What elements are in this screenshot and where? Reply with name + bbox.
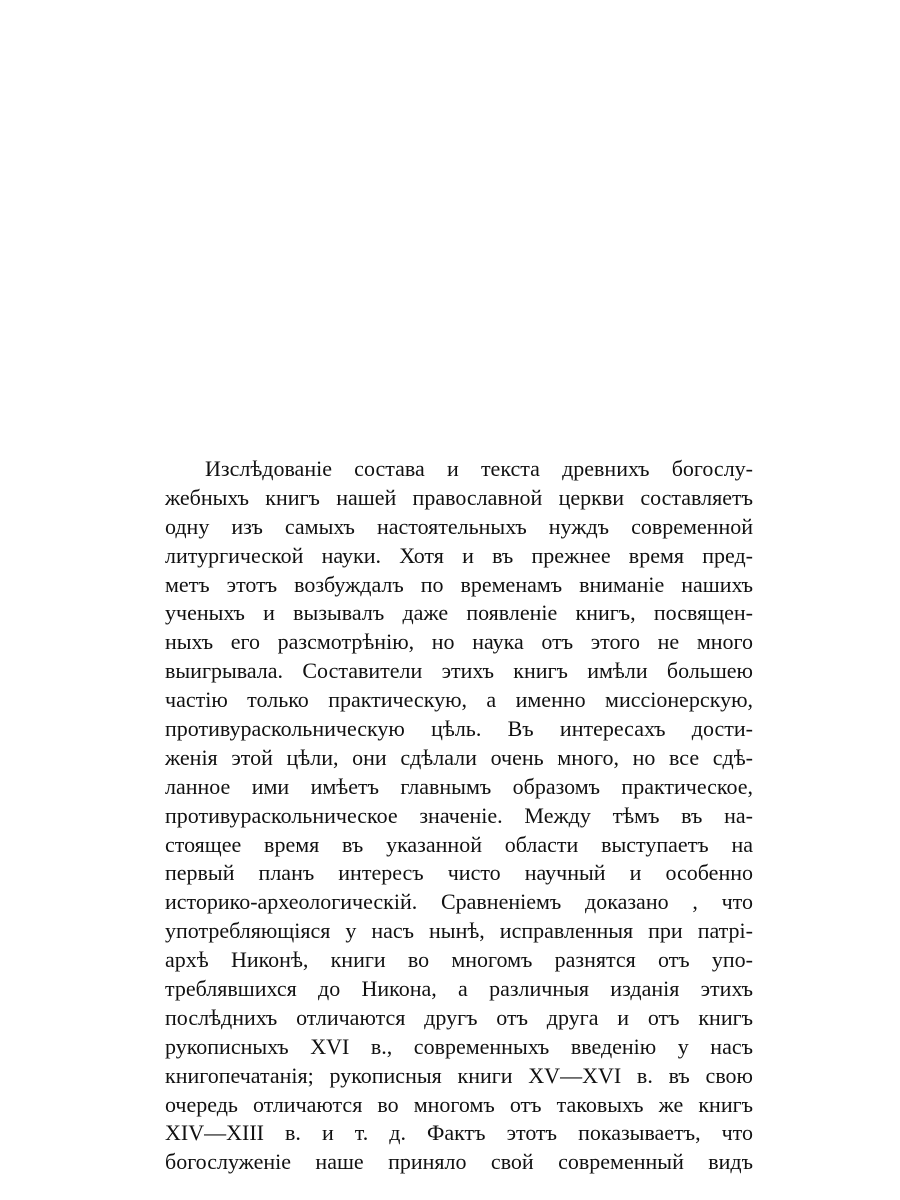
text-line: ныхъ его разсмотрѣнію, но наука отъ этого не много [165, 629, 753, 655]
text-line: употребляющіяся у насъ нынѣ, исправленныя при патрі- [165, 918, 753, 944]
text-line: ученыхъ и вызывалъ даже появленіе книгъ, посвящен- [165, 600, 753, 626]
text-line: противураскольническое значеніе. Между тѣмъ въ на- [165, 802, 753, 828]
text-line: выигрывала. Составители этихъ книгъ имѣли большею [165, 658, 753, 684]
text-line: женія этой цѣли, они сдѣлали очень много, но все сдѣ- [165, 744, 753, 770]
text-line: книгопечатанія; рукописныя книги XV—XVI в. въ свою [165, 1062, 753, 1088]
text-line: Изслѣдованіе состава и текста древнихъ богослу- [205, 456, 753, 481]
text-line: жебныхъ книгъ нашей православной церкви составляетъ [165, 484, 753, 510]
text-line: первый планъ интересъ чисто научный и особенно [165, 860, 753, 886]
text-line: рукописныхъ XVI в., современныхъ введенію у насъ [165, 1033, 753, 1059]
text-line: треблявшихся до Никона, а различныя изданія этихъ [165, 976, 753, 1002]
text-line: ланное ими имѣетъ главнымъ образомъ практическое, [165, 773, 753, 799]
text-line: стоящее время въ указанной области выступаетъ на [165, 831, 753, 857]
text-line: XIV—XIII в. и т. д. Фактъ этотъ показываетъ, что [165, 1120, 753, 1146]
text-line: богослуженіе наше приняло свой современный видъ [165, 1149, 753, 1175]
text-line: частію только практическую, а именно миссіонерскую, [165, 687, 753, 713]
body-paragraph [165, 455, 753, 1177]
text-line: архѣ Никонѣ, книги во многомъ разнятся отъ упо- [165, 947, 753, 973]
text-line: одну изъ самыхъ настоятельныхъ нуждъ современной [165, 513, 753, 539]
text-line: литургической науки. Хотя и въ прежнее время пред- [165, 542, 753, 568]
text-line: противураскольническую цѣль. Въ интересахъ дости- [165, 716, 753, 742]
text-line: историко-археологическій. Сравненіемъ доказано , что [165, 889, 753, 915]
text-line: послѣднихъ отличаются другъ отъ друга и отъ книгъ [165, 1004, 753, 1030]
text-line: метъ этотъ возбуждалъ по временамъ вниманіе нашихъ [165, 571, 753, 597]
text-line: очередь отличаются во многомъ отъ таковыхъ же книгъ [165, 1091, 753, 1117]
